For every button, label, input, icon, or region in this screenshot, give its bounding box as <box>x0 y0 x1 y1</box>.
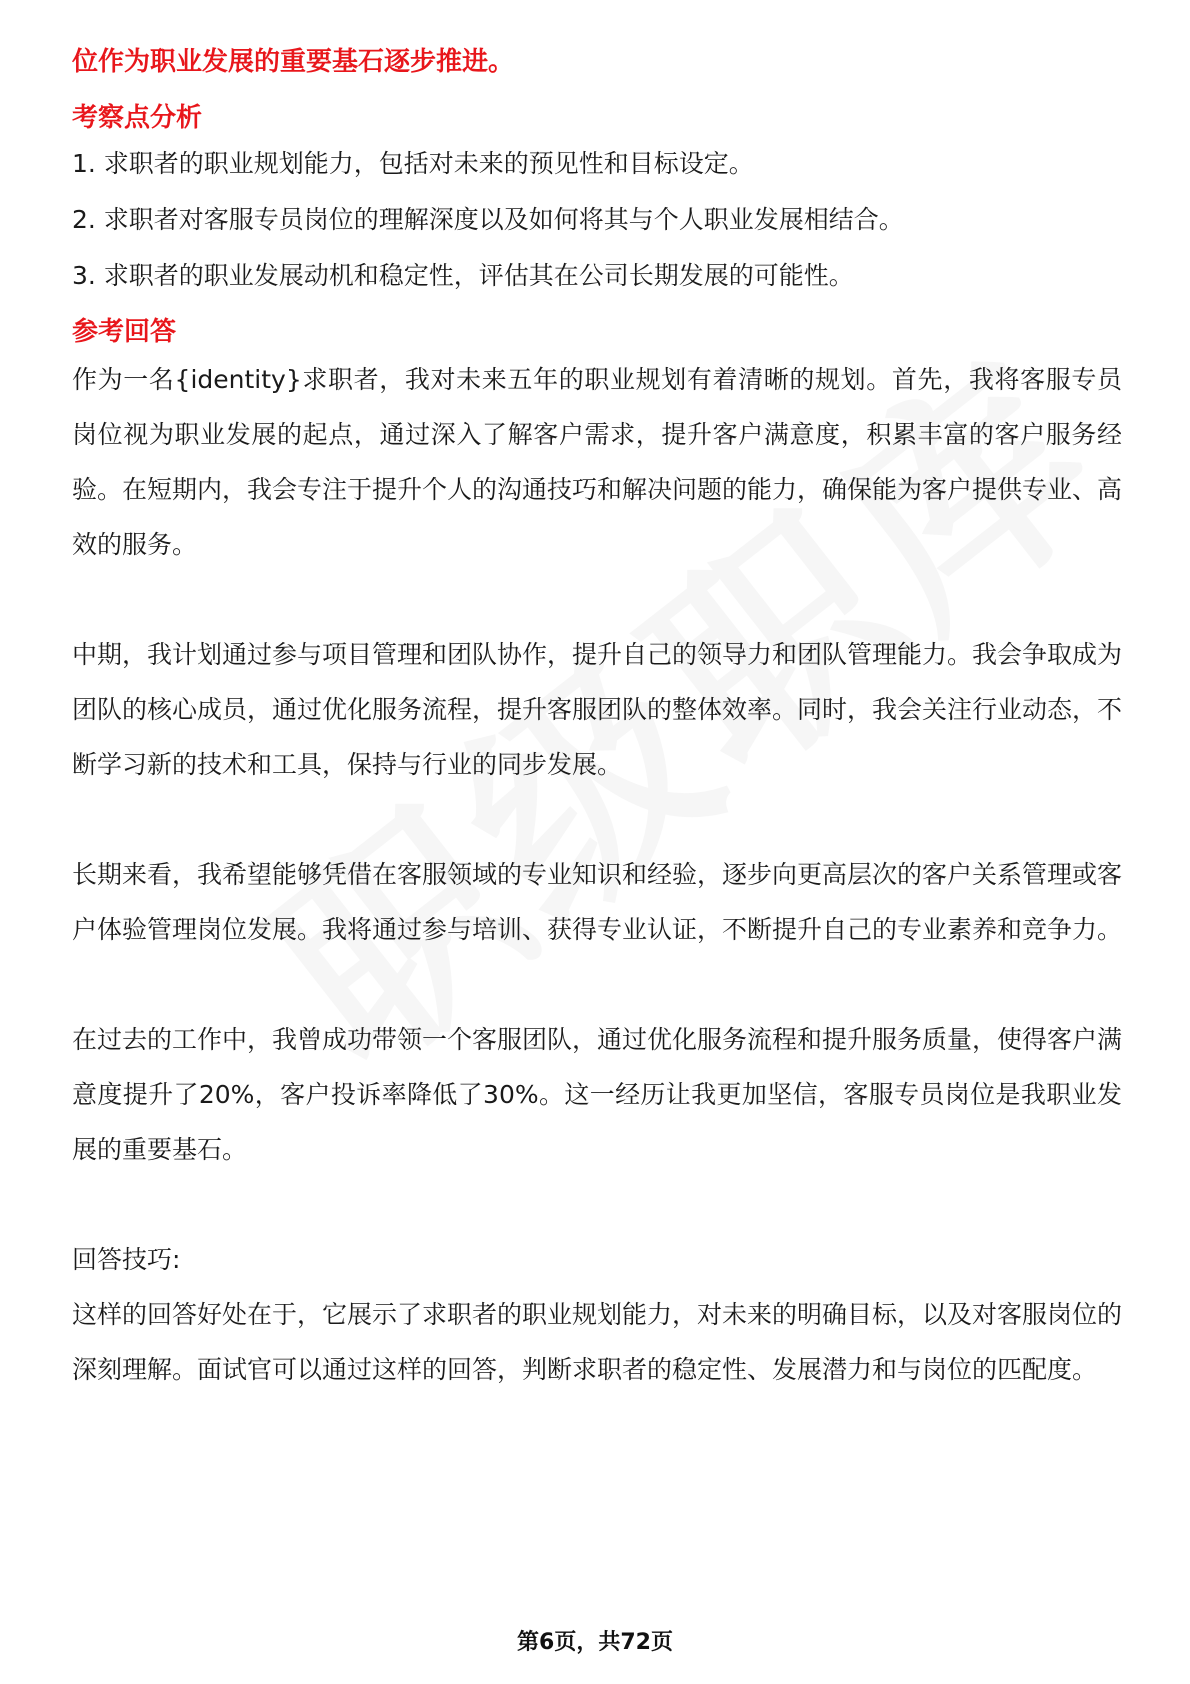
tips-label: 回答技巧: <box>72 1245 181 1274</box>
answer-paragraph: 长期来看，我希望能够凭借在客服领域的专业知识和经验，逐步向更高层次的客户关系管理或客户体验管理岗位发展。我将通过参与培训、获得专业认证，不断提升自己的专业素养和竞争力。 <box>72 860 1123 944</box>
list-item: 2. 求职者对客服专员岗位的理解深度以及如何将其与个人职业发展相结合。 <box>72 205 904 234</box>
answer-paragraph: 作为一名{identity}求职者，我对未来五年的职业规划有着清晰的规划。首先，我将客服专员岗位视为职业发展的起点，通过深入了解客户需求，提升客户满意度，积累丰富的客户服务经验。在短期内，我会专注于提升个人的沟通技巧和解决问题的能力，确保能为客户提供专业、高效的服务。 <box>72 365 1123 559</box>
answer-paragraph: 在过去的工作中，我曾成功带领一个客服团队，通过优化服务流程和提升服务质量，使得客户满意度提升了20%，客户投诉率降低了30%。这一经历让我更加坚信，客服专员岗位是我职业发展的重要基石。 <box>72 1025 1123 1164</box>
tips-paragraph: 这样的回答好处在于，它展示了求职者的职业规划能力，对未来的明确目标，以及对客服岗位的深刻理解。面试官可以通过这样的回答，判断求职者的稳定性、发展潜力和与岗位的匹配度。 <box>72 1300 1123 1384</box>
analysis-heading: 考察点分析 <box>72 103 203 133</box>
list-item: 1. 求职者的职业规划能力，包括对未来的预见性和目标设定。 <box>72 149 754 178</box>
list-item: 3. 求职者的职业发展动机和稳定性，评估其在公司长期发展的可能性。 <box>72 261 854 290</box>
page-number: 第6页，共72页 <box>517 1630 673 1655</box>
intro-line: 位作为职业发展的重要基石逐步推进。 <box>72 47 515 77</box>
document-body <box>72 44 1122 1397</box>
answer-paragraph: 中期，我计划通过参与项目管理和团队协作，提升自己的领导力和团队管理能力。我会争取成为团队的核心成员，通过优化服务流程，提升客服团队的整体效率。同时，我会关注行业动态，不断学习新的技术和工具，保持与行业的同步发展。 <box>72 640 1123 779</box>
answer-heading: 参考回答 <box>72 317 177 347</box>
